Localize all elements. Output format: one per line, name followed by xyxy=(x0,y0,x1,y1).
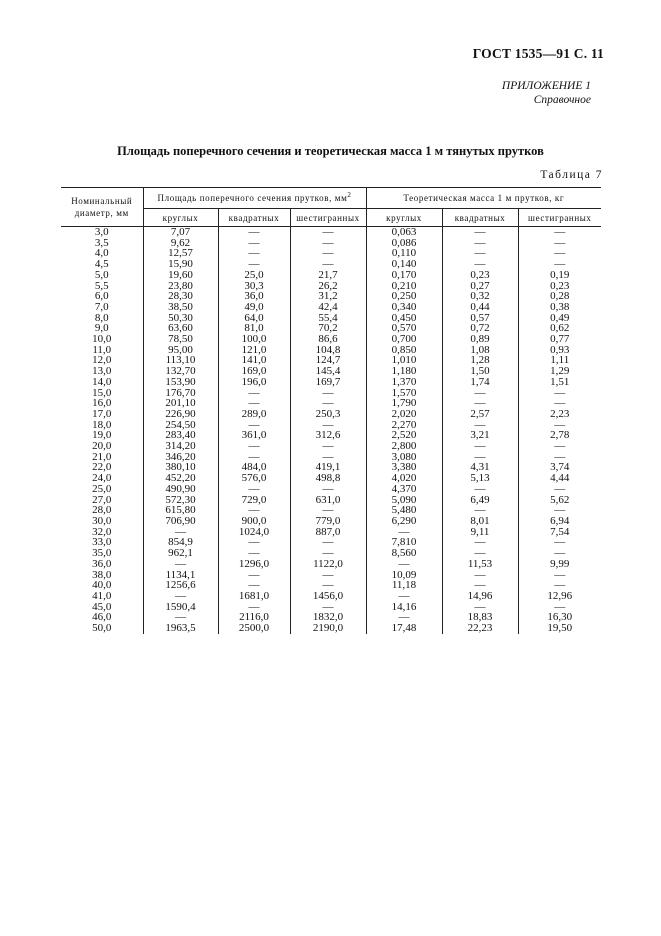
table-cell: 9,62 xyxy=(143,238,218,249)
header-mass-hex: шестигранных xyxy=(518,209,601,227)
table-cell: 2,78 xyxy=(550,429,570,442)
table-cell: 2190,0 xyxy=(290,623,366,634)
table-cell: — xyxy=(290,548,366,559)
table-cell: 0,450 xyxy=(366,313,442,324)
table-cell: — xyxy=(554,600,566,613)
table-cell: — xyxy=(442,452,518,463)
cell-diameter: 50,0 xyxy=(61,623,143,634)
table-cell: 452,20 xyxy=(143,473,218,484)
table-cell: 132,70 xyxy=(143,366,218,377)
table-cell: 1024,0 xyxy=(218,527,290,538)
cell-diameter: 3,5 xyxy=(61,238,143,249)
table-cell: 30,3 xyxy=(218,281,290,292)
table-cell: 8,560 xyxy=(366,548,442,559)
cell-diameter: 46,0 xyxy=(61,612,143,623)
table-cell: — xyxy=(554,247,566,260)
table-cell: — xyxy=(290,452,366,463)
cell-diameter: 22,0 xyxy=(61,462,143,473)
table-cell: — xyxy=(290,505,366,516)
table-cell: 5,13 xyxy=(442,473,518,484)
cell-diameter: 41,0 xyxy=(61,591,143,602)
table-cell: 2116,0 xyxy=(218,612,290,623)
table-cell: 16,30 xyxy=(547,611,573,624)
table-cell: 0,140 xyxy=(366,259,442,270)
table-cell: 1,08 xyxy=(442,345,518,356)
table-cell: 1296,0 xyxy=(218,559,290,570)
table-cell: 5,480 xyxy=(366,505,442,516)
table-cell: 900,0 xyxy=(218,516,290,527)
table-cell: — xyxy=(554,547,566,560)
table-cell: — xyxy=(290,398,366,409)
table-cell: — xyxy=(143,559,218,570)
table-cell: — xyxy=(218,259,290,270)
table-cell: 14,96 xyxy=(442,591,518,602)
table-cell: 19,50 xyxy=(547,622,573,635)
table-cell: 2,23 xyxy=(550,407,570,420)
cell-diameter: 16,0 xyxy=(61,398,143,409)
table-cell: 4,370 xyxy=(366,484,442,495)
table-cell: 18,83 xyxy=(442,612,518,623)
header-mass-round: круглых xyxy=(366,209,442,227)
table-cell: 4,020 xyxy=(366,473,442,484)
table-cell: 3,080 xyxy=(366,452,442,463)
table-cell: 169,0 xyxy=(218,366,290,377)
cell-diameter: 9,0 xyxy=(61,323,143,334)
table-cell: 63,60 xyxy=(143,323,218,334)
table-cell: — xyxy=(218,441,290,452)
table-cell: 0,93 xyxy=(550,343,570,356)
appendix-subtitle: Справочное xyxy=(533,94,591,106)
table-cell: 104,8 xyxy=(290,345,366,356)
table-cell: 176,70 xyxy=(143,388,218,399)
table-cell: — xyxy=(442,548,518,559)
table-cell: — xyxy=(442,398,518,409)
table-cell: 17,48 xyxy=(366,623,442,634)
table-cell: 7,810 xyxy=(366,537,442,548)
table-cell: — xyxy=(290,420,366,431)
table-cell: — xyxy=(290,602,366,613)
table-cell: 226,90 xyxy=(143,409,218,420)
table-cell: 196,0 xyxy=(218,377,290,388)
cell-diameter: 8,0 xyxy=(61,313,143,324)
table-cell: 0,23 xyxy=(550,279,570,292)
table-cell: 10,09 xyxy=(366,570,442,581)
table-cell: — xyxy=(218,537,290,548)
table-cell: — xyxy=(554,258,566,271)
table-cell: 81,0 xyxy=(218,323,290,334)
table-cell: 0,38 xyxy=(550,300,570,313)
table-cell: 86,6 xyxy=(290,334,366,345)
header-mass-square: квадратных xyxy=(442,209,518,227)
table-cell: — xyxy=(442,248,518,259)
table-cell: 1122,0 xyxy=(290,559,366,570)
table-body xyxy=(61,227,601,634)
table-cell: — xyxy=(442,420,518,431)
table-cell: — xyxy=(218,420,290,431)
table-cell: — xyxy=(290,238,366,249)
table-cell: 7,54 xyxy=(550,525,570,538)
table-cell: 12,57 xyxy=(143,248,218,259)
table-cell: — xyxy=(218,227,290,238)
table-cell: 21,7 xyxy=(290,270,366,281)
cell-diameter: 13,0 xyxy=(61,366,143,377)
table-cell: — xyxy=(290,441,366,452)
table-cell: 2,800 xyxy=(366,441,442,452)
table-cell: — xyxy=(218,398,290,409)
table-cell: 0,210 xyxy=(366,281,442,292)
table-cell: 615,80 xyxy=(143,505,218,516)
table-cell: 1456,0 xyxy=(290,591,366,602)
cell-diameter: 19,0 xyxy=(61,430,143,441)
table-cell: 1590,4 xyxy=(143,602,218,613)
table-cell: — xyxy=(554,482,566,495)
table-cell: 11,53 xyxy=(442,559,518,570)
table-cell: — xyxy=(554,504,566,517)
table-cell: 0,57 xyxy=(442,313,518,324)
table-cell: 419,1 xyxy=(290,462,366,473)
table-cell: 346,20 xyxy=(143,452,218,463)
header-area-hex: шестигранных xyxy=(290,209,366,227)
table-cell: 0,340 xyxy=(366,302,442,313)
table-cell: 729,0 xyxy=(218,495,290,506)
cell-diameter: 3,0 xyxy=(61,227,143,238)
table-cell: 1,50 xyxy=(442,366,518,377)
table-cell: — xyxy=(218,388,290,399)
table-cell: — xyxy=(143,527,218,538)
table-cell: 1,51 xyxy=(550,375,570,388)
table-cell: 1,370 xyxy=(366,377,442,388)
table-cell: 78,50 xyxy=(143,334,218,345)
table-cell: — xyxy=(218,505,290,516)
table-cell: 3,380 xyxy=(366,462,442,473)
table-cell: 1,570 xyxy=(366,388,442,399)
table-cell: 124,7 xyxy=(290,355,366,366)
table-cell: 0,89 xyxy=(442,334,518,345)
table-cell: 0,110 xyxy=(366,248,442,259)
cell-diameter: 11,0 xyxy=(61,345,143,356)
table-cell: 14,16 xyxy=(366,602,442,613)
cell-diameter: 14,0 xyxy=(61,377,143,388)
table-cell: — xyxy=(554,226,566,238)
table-cell: 0,086 xyxy=(366,238,442,249)
table-cell: 0,32 xyxy=(442,291,518,302)
table-cell: — xyxy=(290,580,366,591)
cell-diameter: 32,0 xyxy=(61,527,143,538)
table-cell: 1,180 xyxy=(366,366,442,377)
table-cell: 283,40 xyxy=(143,430,218,441)
table-cell: 631,0 xyxy=(290,495,366,506)
table-cell: 1,790 xyxy=(366,398,442,409)
table-cell: 1,29 xyxy=(550,365,570,378)
table-cell: 4,31 xyxy=(442,462,518,473)
table-cell: 5,090 xyxy=(366,495,442,506)
table-cell: — xyxy=(366,527,442,538)
cell-diameter: 30,0 xyxy=(61,516,143,527)
table-cell: — xyxy=(143,612,218,623)
table-cell: 0,28 xyxy=(550,290,570,303)
cell-diameter: 7,0 xyxy=(61,302,143,313)
table-cell: — xyxy=(218,602,290,613)
table-cell: 201,10 xyxy=(143,398,218,409)
table-cell: 380,10 xyxy=(143,462,218,473)
table-cell: 2,270 xyxy=(366,420,442,431)
table-cell: 70,2 xyxy=(290,323,366,334)
table-cell: 312,6 xyxy=(290,430,366,441)
table-cell: 572,30 xyxy=(143,495,218,506)
table-cell: 50,30 xyxy=(143,313,218,324)
table-cell: — xyxy=(442,227,518,238)
table-cell: — xyxy=(218,548,290,559)
table-cell: — xyxy=(554,450,566,463)
table-cell: 15,90 xyxy=(143,259,218,270)
table-cell: — xyxy=(218,452,290,463)
table-cell: 490,90 xyxy=(143,484,218,495)
table-cell: 0,62 xyxy=(550,322,570,335)
table-cell: — xyxy=(290,537,366,548)
table-cell: 36,0 xyxy=(218,291,290,302)
cell-diameter: 5,0 xyxy=(61,270,143,281)
table-cell: 28,30 xyxy=(143,291,218,302)
table-cell: — xyxy=(442,580,518,591)
table-cell: — xyxy=(218,484,290,495)
table-cell: — xyxy=(290,484,366,495)
header-mass-group: Теоретическая масса 1 м прутков, кг xyxy=(366,188,601,209)
table-cell: 4,44 xyxy=(550,472,570,485)
appendix-label xyxy=(502,79,591,107)
table-cell: 113,10 xyxy=(143,355,218,366)
cell-diameter: 5,5 xyxy=(61,281,143,292)
table-cell: 0,72 xyxy=(442,323,518,334)
cell-diameter: 10,0 xyxy=(61,334,143,345)
table-row xyxy=(61,377,601,388)
table-cell: 1,74 xyxy=(442,377,518,388)
table-cell: — xyxy=(442,570,518,581)
table-cell: 0,77 xyxy=(550,333,570,346)
table-cell: 2,020 xyxy=(366,409,442,420)
table-cell: — xyxy=(442,259,518,270)
table-cell: — xyxy=(290,259,366,270)
table-cell: 121,0 xyxy=(218,345,290,356)
table-cell: 779,0 xyxy=(290,516,366,527)
table-cell: 1,11 xyxy=(550,354,570,367)
table-cell: — xyxy=(554,440,566,453)
table-cell: 887,0 xyxy=(290,527,366,538)
cell-diameter: 33,0 xyxy=(61,537,143,548)
table-cell: — xyxy=(218,570,290,581)
table-cell: 11,18 xyxy=(366,580,442,591)
header-area-square: квадратных xyxy=(218,209,290,227)
table-cell: 1,28 xyxy=(442,355,518,366)
table-cell: — xyxy=(442,602,518,613)
table-cell: 12,96 xyxy=(547,589,573,602)
table-number: Таблица 7 xyxy=(540,169,603,181)
table-cell: — xyxy=(442,238,518,249)
table-cell: 1681,0 xyxy=(218,591,290,602)
cell-diameter: 12,0 xyxy=(61,355,143,366)
table-cell: — xyxy=(442,537,518,548)
table-cell: 19,60 xyxy=(143,270,218,281)
table-cell: — xyxy=(366,559,442,570)
table-cell: 95,00 xyxy=(143,345,218,356)
table-cell: 100,0 xyxy=(218,334,290,345)
table-cell: — xyxy=(366,612,442,623)
table-row xyxy=(61,623,601,634)
table-cell: — xyxy=(366,591,442,602)
table-cell: — xyxy=(554,568,566,581)
table-cell: — xyxy=(442,484,518,495)
header-area-round: круглых xyxy=(143,209,218,227)
table-cell: 23,80 xyxy=(143,281,218,292)
table-cell: 42,4 xyxy=(290,302,366,313)
cell-diameter: 21,0 xyxy=(61,452,143,463)
table-cell: — xyxy=(554,536,566,549)
table-cell: 1256,6 xyxy=(143,580,218,591)
table-cell: 31,2 xyxy=(290,291,366,302)
table-cell: — xyxy=(554,236,566,249)
table-cell: 361,0 xyxy=(218,430,290,441)
table-cell: — xyxy=(290,388,366,399)
table-cell: — xyxy=(218,248,290,259)
table-cell: 64,0 xyxy=(218,313,290,324)
table-cell: 9,99 xyxy=(550,557,570,570)
table-cell: 8,01 xyxy=(442,516,518,527)
cell-diameter: 25,0 xyxy=(61,484,143,495)
table-cell: 169,7 xyxy=(290,377,366,388)
table-cell: 1134,1 xyxy=(143,570,218,581)
table-cell: 289,0 xyxy=(218,409,290,420)
table-cell: 153,90 xyxy=(143,377,218,388)
table-cell: 0,19 xyxy=(550,268,570,281)
table-cell: — xyxy=(218,580,290,591)
table-cell: 5,62 xyxy=(550,493,570,506)
cell-diameter: 24,0 xyxy=(61,473,143,484)
cell-diameter: 36,0 xyxy=(61,559,143,570)
table-cell: 254,50 xyxy=(143,420,218,431)
table-cell: 49,0 xyxy=(218,302,290,313)
header-diameter: Номинальный диаметр, мм xyxy=(61,188,143,227)
table-cell: 6,94 xyxy=(550,514,570,527)
table-row xyxy=(61,484,601,495)
table-cell: — xyxy=(554,386,566,399)
table-cell: — xyxy=(554,418,566,431)
cell-diameter: 17,0 xyxy=(61,409,143,420)
table-cell: — xyxy=(290,248,366,259)
cell-diameter: 6,0 xyxy=(61,291,143,302)
table-cell: 6,49 xyxy=(442,495,518,506)
cell-diameter: 4,5 xyxy=(61,259,143,270)
table-cell: 3,74 xyxy=(550,461,570,474)
table-cell: 0,063 xyxy=(366,227,442,238)
cell-diameter: 40,0 xyxy=(61,580,143,591)
table-cell: 498,8 xyxy=(290,473,366,484)
table-cell: 9,11 xyxy=(442,527,518,538)
table-cell: 0,44 xyxy=(442,302,518,313)
table-cell: 2,520 xyxy=(366,430,442,441)
table-cell: 22,23 xyxy=(442,623,518,634)
table-cell: 0,570 xyxy=(366,323,442,334)
table-cell: 3,21 xyxy=(442,430,518,441)
table-cell: 250,3 xyxy=(290,409,366,420)
table-cell: 145,4 xyxy=(290,366,366,377)
table-cell: — xyxy=(442,388,518,399)
cell-diameter: 15,0 xyxy=(61,388,143,399)
table-cell: 2500,0 xyxy=(218,623,290,634)
table-cell: 1963,5 xyxy=(143,623,218,634)
table-row xyxy=(61,591,601,602)
table-cell: 0,23 xyxy=(442,270,518,281)
table-cell: 0,49 xyxy=(550,311,570,324)
table-cell: 6,290 xyxy=(366,516,442,527)
cell-diameter: 35,0 xyxy=(61,548,143,559)
table-cell: 0,850 xyxy=(366,345,442,356)
table-cell: 0,27 xyxy=(442,281,518,292)
table-cell: — xyxy=(554,579,566,592)
table-row xyxy=(61,559,601,570)
cell-diameter: 18,0 xyxy=(61,420,143,431)
table-cell: 26,2 xyxy=(290,281,366,292)
table-cell: 576,0 xyxy=(218,473,290,484)
table-cell: 854,9 xyxy=(143,537,218,548)
table-cell: 55,4 xyxy=(290,313,366,324)
table-cell: 0,170 xyxy=(366,270,442,281)
appendix-title: ПРИЛОЖЕНИЕ 1 xyxy=(501,80,591,92)
table-cell: — xyxy=(554,397,566,410)
table-row xyxy=(61,270,601,281)
table-cell: 2,57 xyxy=(442,409,518,420)
table-cell: 25,0 xyxy=(218,270,290,281)
table-cell: — xyxy=(442,441,518,452)
data-table xyxy=(61,187,601,634)
table-cell: 0,250 xyxy=(366,291,442,302)
page-header: ГОСТ 1535—91 С. 11 xyxy=(472,46,604,61)
table-cell: 7,07 xyxy=(143,227,218,238)
table-cell: — xyxy=(442,505,518,516)
table-cell: 0,700 xyxy=(366,334,442,345)
table-cell: 1,010 xyxy=(366,355,442,366)
table-cell: 1832,0 xyxy=(290,612,366,623)
table-title: Площадь поперечного сечения и теоретическая масса 1 м тянутых прутков xyxy=(117,144,544,158)
cell-diameter: 28,0 xyxy=(61,505,143,516)
header-area-group: Площадь поперечного сечения прутков, $мм^2$ xyxy=(143,188,366,209)
table-cell: — xyxy=(290,227,366,238)
table-cell: 962,1 xyxy=(143,548,218,559)
cell-diameter: 20,0 xyxy=(61,441,143,452)
cell-diameter: 4,0 xyxy=(61,248,143,259)
cell-diameter: 27,0 xyxy=(61,495,143,506)
cell-diameter: 38,0 xyxy=(61,570,143,581)
table-cell: — xyxy=(218,238,290,249)
table-cell: 314,20 xyxy=(143,441,218,452)
table-cell: — xyxy=(143,591,218,602)
table-cell: 38,50 xyxy=(143,302,218,313)
table-cell: 484,0 xyxy=(218,462,290,473)
table-cell: — xyxy=(290,570,366,581)
table-cell: 706,90 xyxy=(143,516,218,527)
table-cell: 141,0 xyxy=(218,355,290,366)
cell-diameter: 45,0 xyxy=(61,602,143,613)
